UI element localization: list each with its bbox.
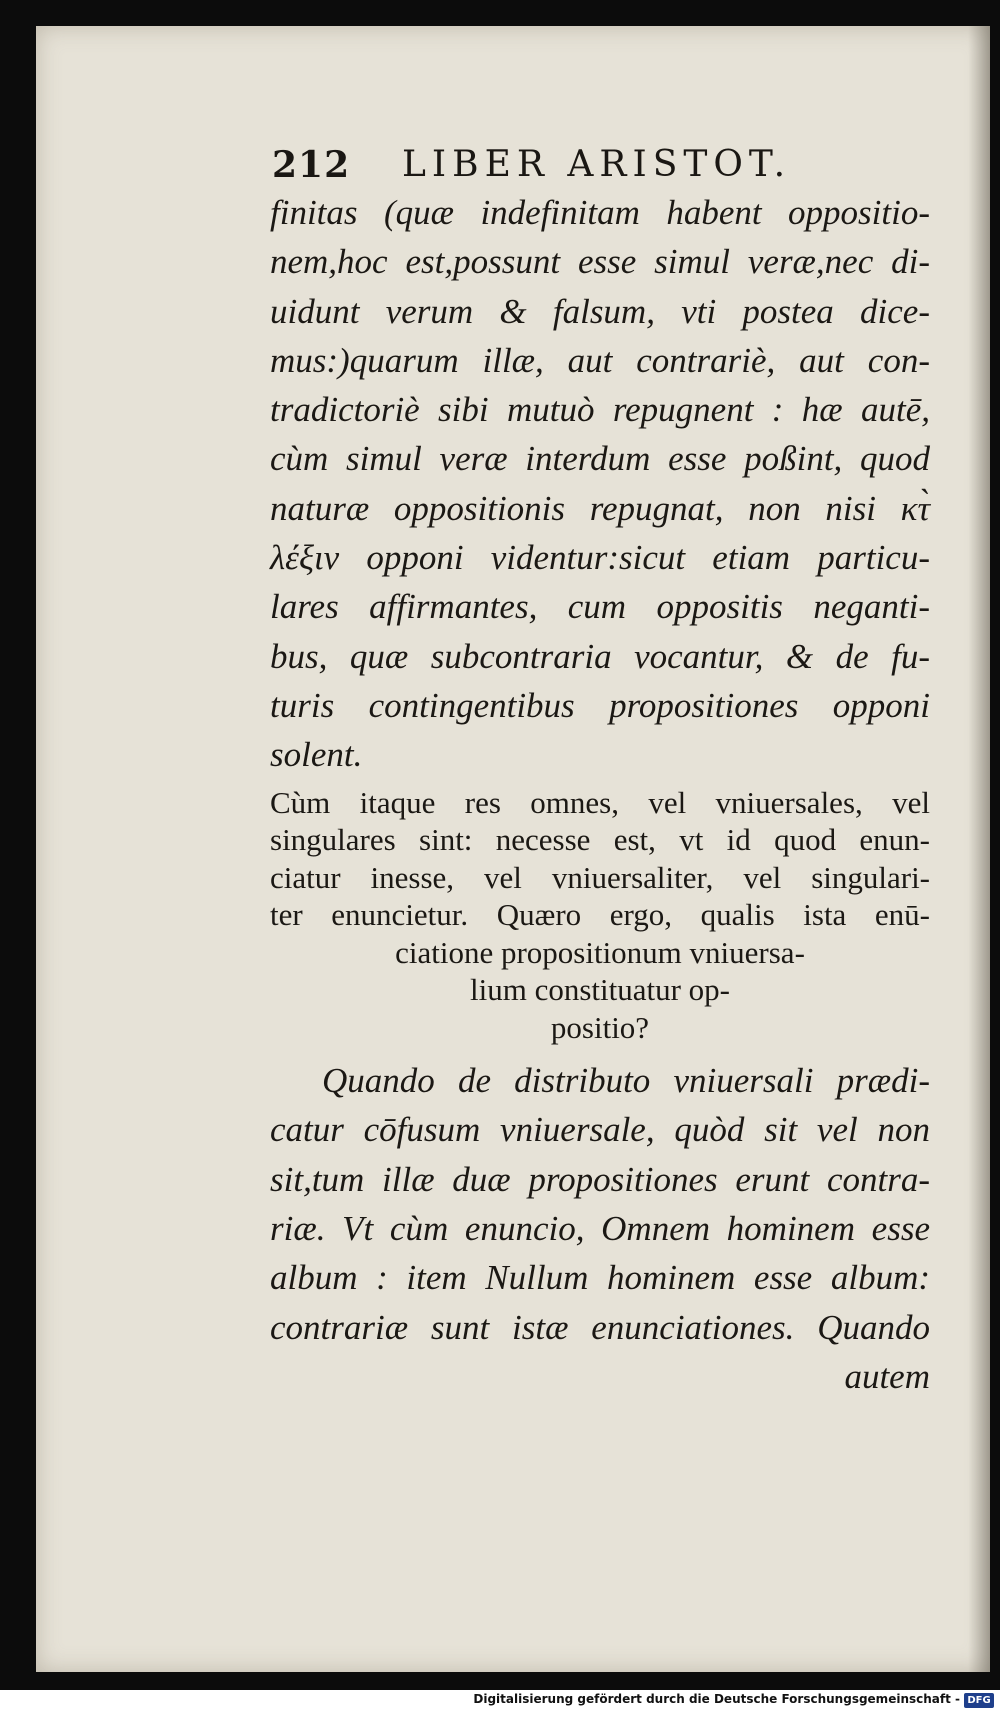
text-line: ter enuncietur. Quæro ergo, qualis ista enū- <box>270 897 930 933</box>
text-line: lares affirmantes, cum oppositis neganti- <box>270 587 930 627</box>
running-title: LIBER ARISTOT. <box>402 144 792 185</box>
paragraph-italic-1 <box>270 188 930 780</box>
text-line: sit,tum illæ duæ propositiones erunt contra- <box>270 1159 930 1199</box>
text-line: Quando de distributo vniuersali prædi- <box>322 1061 930 1101</box>
dfg-logo-icon: DFG <box>964 1693 994 1708</box>
text-block <box>270 188 930 1401</box>
paragraph-italic-2 <box>270 1056 930 1401</box>
text-line: finitas (quæ indefinitam habent oppositio- <box>270 193 930 232</box>
text-line: bus, quæ subcontraria vocantur, & de fu- <box>270 636 930 676</box>
text-line: mus:)quarum illæ, aut contrariè, aut con- <box>270 340 930 380</box>
text-line-centered: lium constituatur op- <box>469 972 731 1008</box>
text-line: λέξιν opponi videntur:sicut etiam particu- <box>270 538 930 578</box>
text-line: nem,hoc est,possunt esse simul veræ,nec di- <box>270 242 930 282</box>
text-line: cùm simul veræ interdum esse poßint, quod <box>270 439 930 479</box>
text-line: turis contingentibus propositiones opponi <box>270 685 930 725</box>
text-line-centered: positio? <box>550 1009 650 1045</box>
question-paragraph <box>270 784 930 1047</box>
text-line: uidunt verum & falsum, vti postea dice- <box>270 291 930 331</box>
text-line: riæ. Vt cùm enuncio, Omnem hominem esse <box>270 1208 930 1248</box>
text-line-centered: ciatione propositionum vniuersa- <box>395 934 805 970</box>
text-line: singulares sint: necesse est, vt id quod enun- <box>270 822 930 858</box>
digitization-footer <box>0 1690 1000 1712</box>
text-line: contrariæ sunt istæ enunciationes. Quando <box>270 1307 930 1347</box>
text-line: Cùm itaque res omnes, vel vniuersales, vel <box>270 784 930 820</box>
text-line: ciatur inesse, vel vniuersaliter, vel singulari- <box>270 859 930 895</box>
text-line: tradictoriè sibi mutuò repugnent : hæ autē, <box>270 390 930 430</box>
page-edge-shadow <box>968 26 990 1672</box>
text-line: naturæ oppositionis repugnat, non nisi κτ̀ <box>270 488 930 528</box>
text-line: solent. <box>270 735 363 775</box>
footer-credit: Digitalisierung gefördert durch die Deutsche Forschungsgemeinschaft - <box>473 1692 960 1706</box>
text-line: album : item Nullum hominem esse album: <box>270 1258 930 1298</box>
text-line: catur cōfusum vniuersale, quòd sit vel non <box>270 1110 930 1150</box>
catchword: autem <box>844 1356 930 1396</box>
page-number: 212 <box>272 144 351 186</box>
